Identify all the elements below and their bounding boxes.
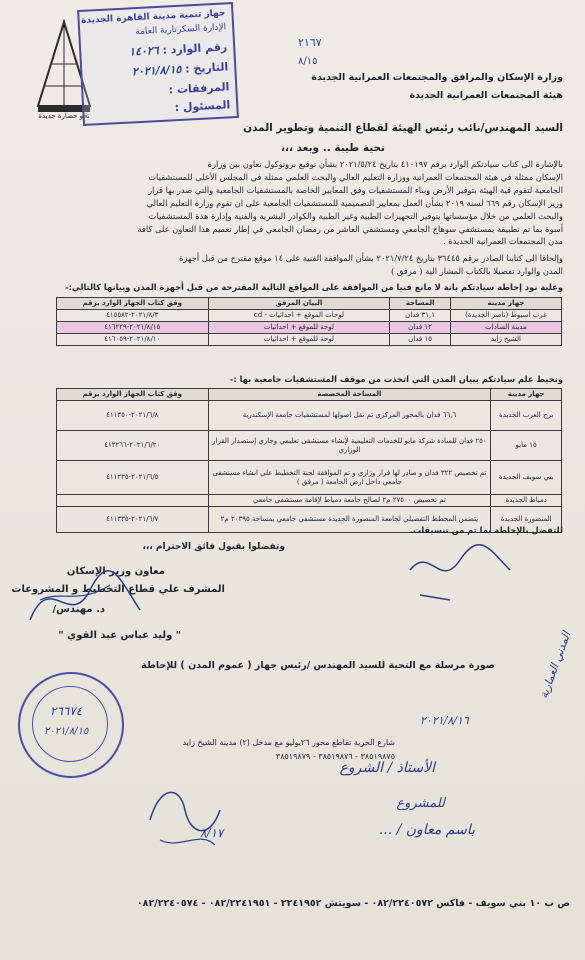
table-header-cell: المساحة (390, 298, 451, 310)
table-cell: غرب اسيوط (ناصر الجديدة) (450, 310, 561, 322)
stamp-date-row (132, 60, 229, 78)
round-stamp-number: ٢٦٦٧٤ (50, 704, 83, 718)
table-cell: ٢٠٢١/٨/٣-٤١٥٥٨٢ (57, 310, 209, 322)
handwritten-date: ٢٠٢١/٨/١٦ (420, 714, 469, 727)
reference-date: ٨/١٥ (298, 56, 318, 67)
handwritten-scribble-icon (140, 780, 230, 860)
signature-title-2: المشرف علي قطاع التخطيط و المشروعات (11, 584, 225, 595)
table-row (57, 461, 562, 495)
stamp-incoming-value: ١٤٠٢٦ (128, 43, 160, 59)
handwritten-initials-icon (400, 540, 520, 610)
table-cell: ١٥ فدان (390, 334, 451, 346)
stamp-line1: جهاز تنمية مدينة القاهرة الجديدة (80, 8, 226, 26)
stamp-line2: الإدارة السكرتارية العامة (135, 22, 227, 38)
table-row (57, 334, 562, 346)
table-cell: ٢٠٢١/٦/٧-٤١١٣٣٥ (57, 507, 209, 533)
address-line-2: ٣٨٥١٩٨٧٥ - ٣٨٥١٩٨٧٦ - ٣٨٥١٩٨٧٩ (275, 752, 395, 761)
address-line-1: شارع الحرية تقاطع محور ٢٦يوليو مع مدخل (٢) مدينة الشيخ زايد (182, 738, 395, 747)
round-stamp-date: ٢٠٢١/٨/١٥ (44, 726, 89, 737)
table-cell: الشيخ زايد (450, 334, 561, 346)
table-cell: ٢٠٢١/٨/١٠-٤١٦٠٥٩ (57, 334, 209, 346)
table-cell: المنصورة الجديدة (491, 507, 562, 533)
round-stamp (18, 672, 124, 778)
table-cell: ٢٠٢١/٦/٢٠-٤١٢٢٦٦ (57, 431, 209, 461)
reference-number: ٢١٦٧ (298, 36, 322, 49)
ministry-name: وزارة الإسكان والمرافق والمجتمعات العمرانية الجديدة (311, 72, 563, 83)
handwritten-date-2: ٨/١٧ (200, 826, 224, 840)
table-cell: مدينة السادات (450, 322, 561, 334)
handwritten-side-note: المدني العمارية (537, 630, 574, 701)
stamp-incoming-label: رقم الوارد : (162, 40, 228, 57)
paragraph-2 (23, 252, 563, 278)
stamp-date-label: التاريخ : (184, 60, 229, 76)
paragraph-1-line: أسوة بما تم تطبيقة بمستشفي سوهاج الجامعي ومستشفي العاشر من رمضان الجامعي في إطار تعميم هذا التعاون على كافة (137, 223, 563, 234)
closing-line: وتفضلوا بقبول فائق الاحترام ،،، (142, 542, 285, 552)
table-cell: برج العرب الجديدة (491, 401, 562, 431)
table-cell (57, 495, 209, 507)
paragraph-1-line: بالإشارة الى كتاب سيادتكم الوارد برقم ٤١٠١٩٧ بتاريخ ٢٠٢١/٥/٢٤ بشأن توقيع بروتوكول تعاون بين وزارة (207, 159, 563, 169)
logo-caption: نحو حضارة جديدة (38, 112, 90, 120)
greeting: تحية طيبة .. وبعد ،،، (280, 142, 385, 154)
handwritten-note-1: الأستاذ / الشروع (339, 760, 435, 776)
signature-name: " وليد عباس عبد القوي " (58, 630, 181, 641)
table-cell: لوحة للموقع + احداثيات (208, 334, 390, 346)
table-cell: دمياط الجديدة (491, 495, 562, 507)
table-header-cell: المساحة المخصصة (208, 389, 491, 401)
paragraph-2-line: المدن والوارد تفصيلا بالكتاب المشار الية ( مرفق ) (391, 265, 563, 276)
table-cell: ٢٠٢١/٦/٥-٤١١٢٣٥ (57, 461, 209, 495)
table-row (57, 495, 562, 507)
stamp-responsible-label: المسئول : (174, 98, 231, 115)
table-cell: لوحات الموقع + احداثيات - cd (208, 310, 390, 322)
paragraph-4: ونحيط علم سيادتكم ببيان المدن التي اتخذت من موقف المستشفيات جامعية بها :- (229, 374, 563, 384)
stamp-incoming-row (129, 40, 228, 58)
table-cell: ٣١,١ فدان (390, 310, 451, 322)
table-cell: ٦٦,٦ فدان بالمحور المركزي تم نقل اصولها لمستشفيات جامعة الإسكندرية (208, 401, 491, 431)
paragraph-1-line: الجامعية لتقوم فية الهيئة بتوفير الأرض وبناء المستشفيات وفق المعايير الخاصة بالمستشفيات الجامعية والتي صدر بها قرار (148, 184, 563, 195)
handwritten-signature-icon (20, 560, 150, 640)
table-cell: تم تخصيص ٣٢٢ فدان و صادر لها قرار وزاري و تم الموافقة لجنة التخطيط على انشاء مستشفى جامعي داخل ارض الجامعة ( مرفق ) (208, 461, 491, 495)
stamp-attachments-label: المرفقات : (168, 80, 230, 97)
paragraph-1 (23, 158, 563, 248)
table-cell: ١٢ فدان (390, 322, 451, 334)
table-row (57, 401, 562, 431)
handwritten-note-3: باسم معاون / ... (378, 822, 475, 838)
cc-line: صورة مرسلة مع التحية للسيد المهندس /رئيس جهاز ( عموم المدن ) للإحاطة (141, 660, 495, 671)
paragraph-2-line: وإلحاقا الى كتابنا الصادر برقم ٣٦٤٤٥ بتاريخ ٢٠٢١/٧/٢٤ بشأن الموافقة الفنية على ١٤ موقع مقترح من قبل أجهزة (179, 253, 563, 263)
table-cell: يتضمن المخطط التفصيلي لجامعة المنصورة الجديدة مستشفي جامعي بمساحة ٢٠٣٩٥ م٢ (208, 507, 491, 533)
round-stamp-inner (32, 686, 108, 762)
paragraph-1-line: وزير الإسكان رقم ٦٦٩ لسنة ٢٠١٩ بشأن العمل بمعايير التصميمية للمستشفيات الجامعية على ان تقوم وزارة التعليم العالي (146, 197, 563, 208)
existing-hospitals-table (56, 388, 562, 533)
approved-sites-table (56, 297, 562, 346)
table-header-cell: جهاز مدينة (491, 389, 562, 401)
authority-name: هيئة المجتمعات العمرانية الجديدة (409, 90, 563, 101)
stamp-date-value: ٢٠٢١/٨/١٥ (131, 62, 182, 79)
handwritten-note-2: للمشروع (396, 796, 445, 811)
paragraph-3: وعلية نود إحاطة سيادتكم بانة لا مانع فنيا من الموافقة على المواقع التالية المقترحة من قبل أجهزة المدن وبيانها كالتالي:- (65, 282, 563, 292)
table-header-cell: البيان المرفق (208, 298, 390, 310)
table-row (57, 310, 562, 322)
table-cell: ١٥ مايو (491, 431, 562, 461)
footer-contact: ص ب ١٠ بني سويف - فاكس ٠٨٢/٢٢٤٠٥٧٢ - سويتش ٢٢٤١٩٥٢ - ٠٨٢/٢٢٤١٩٥١ - ٠٨٢/٢٢٤٠٥٧٤ (136, 898, 570, 909)
table-cell: ٢٥٠ فدان للسادة شركة مايو للخدمات التعليمية لإنشاء مستشفى تعليمي وجاري إستصدار القرار الوزاري (208, 431, 491, 461)
table-row (57, 431, 562, 461)
table-header-cell: جهاز مدينة (450, 298, 561, 310)
signature-eng-prefix: د. مهندس/ (52, 604, 105, 615)
table-cell: ٢٠٢١/٨/١٥-٤١٦٢٢٩ (57, 322, 209, 334)
paragraph-1-line: والبحث العلمي من خلال مؤسساتها بتوفير التجهيزات الطبية وغير الطبية والكوادر البشرية والفنية وإدارة هذة المستشفيات (148, 210, 563, 221)
table-cell: ٢٠٢١/٦/٨-٤١١٣٥٠ (57, 401, 209, 431)
incoming-stamp (77, 2, 239, 126)
table-header-cell: وفق كتاب الجهاز الوارد برقم (57, 298, 209, 310)
table-header-row (57, 298, 562, 310)
paragraph-1-line: الإسكان ممثلة في هيئة المجتمعات العمرانية ووزارة التعليم العالي والبحث العلمي ممثلة في المجلس الأعلى للمستشفيات (148, 171, 563, 182)
paragraph-5: للتفضل بالإحاطة بما تم من تنسيقات. (409, 525, 563, 535)
signature-title-1: معاون وزير الإسكان (66, 566, 165, 577)
table-header-row (57, 389, 562, 401)
table-cell: تم تخصيص ٢٧٥٠٠ م٢ لصالح جامعة دمياط لإقامة مستشفى جامعي (208, 495, 491, 507)
paragraph-1-line: مدن المجتمعات العمرانية الجديدة . (442, 236, 563, 247)
table-row-highlighted (57, 322, 562, 334)
table-cell: لوحة للموقع + احداثيات (208, 322, 390, 334)
table-header-cell: وفق كتاب الجهاز الوارد برقم (57, 389, 209, 401)
addressee: السيد المهندس/نائب رئيس الهيئة لقطاع التنمية وتطوير المدن (243, 122, 563, 134)
table-cell: بني سويف الجديدة (491, 461, 562, 495)
